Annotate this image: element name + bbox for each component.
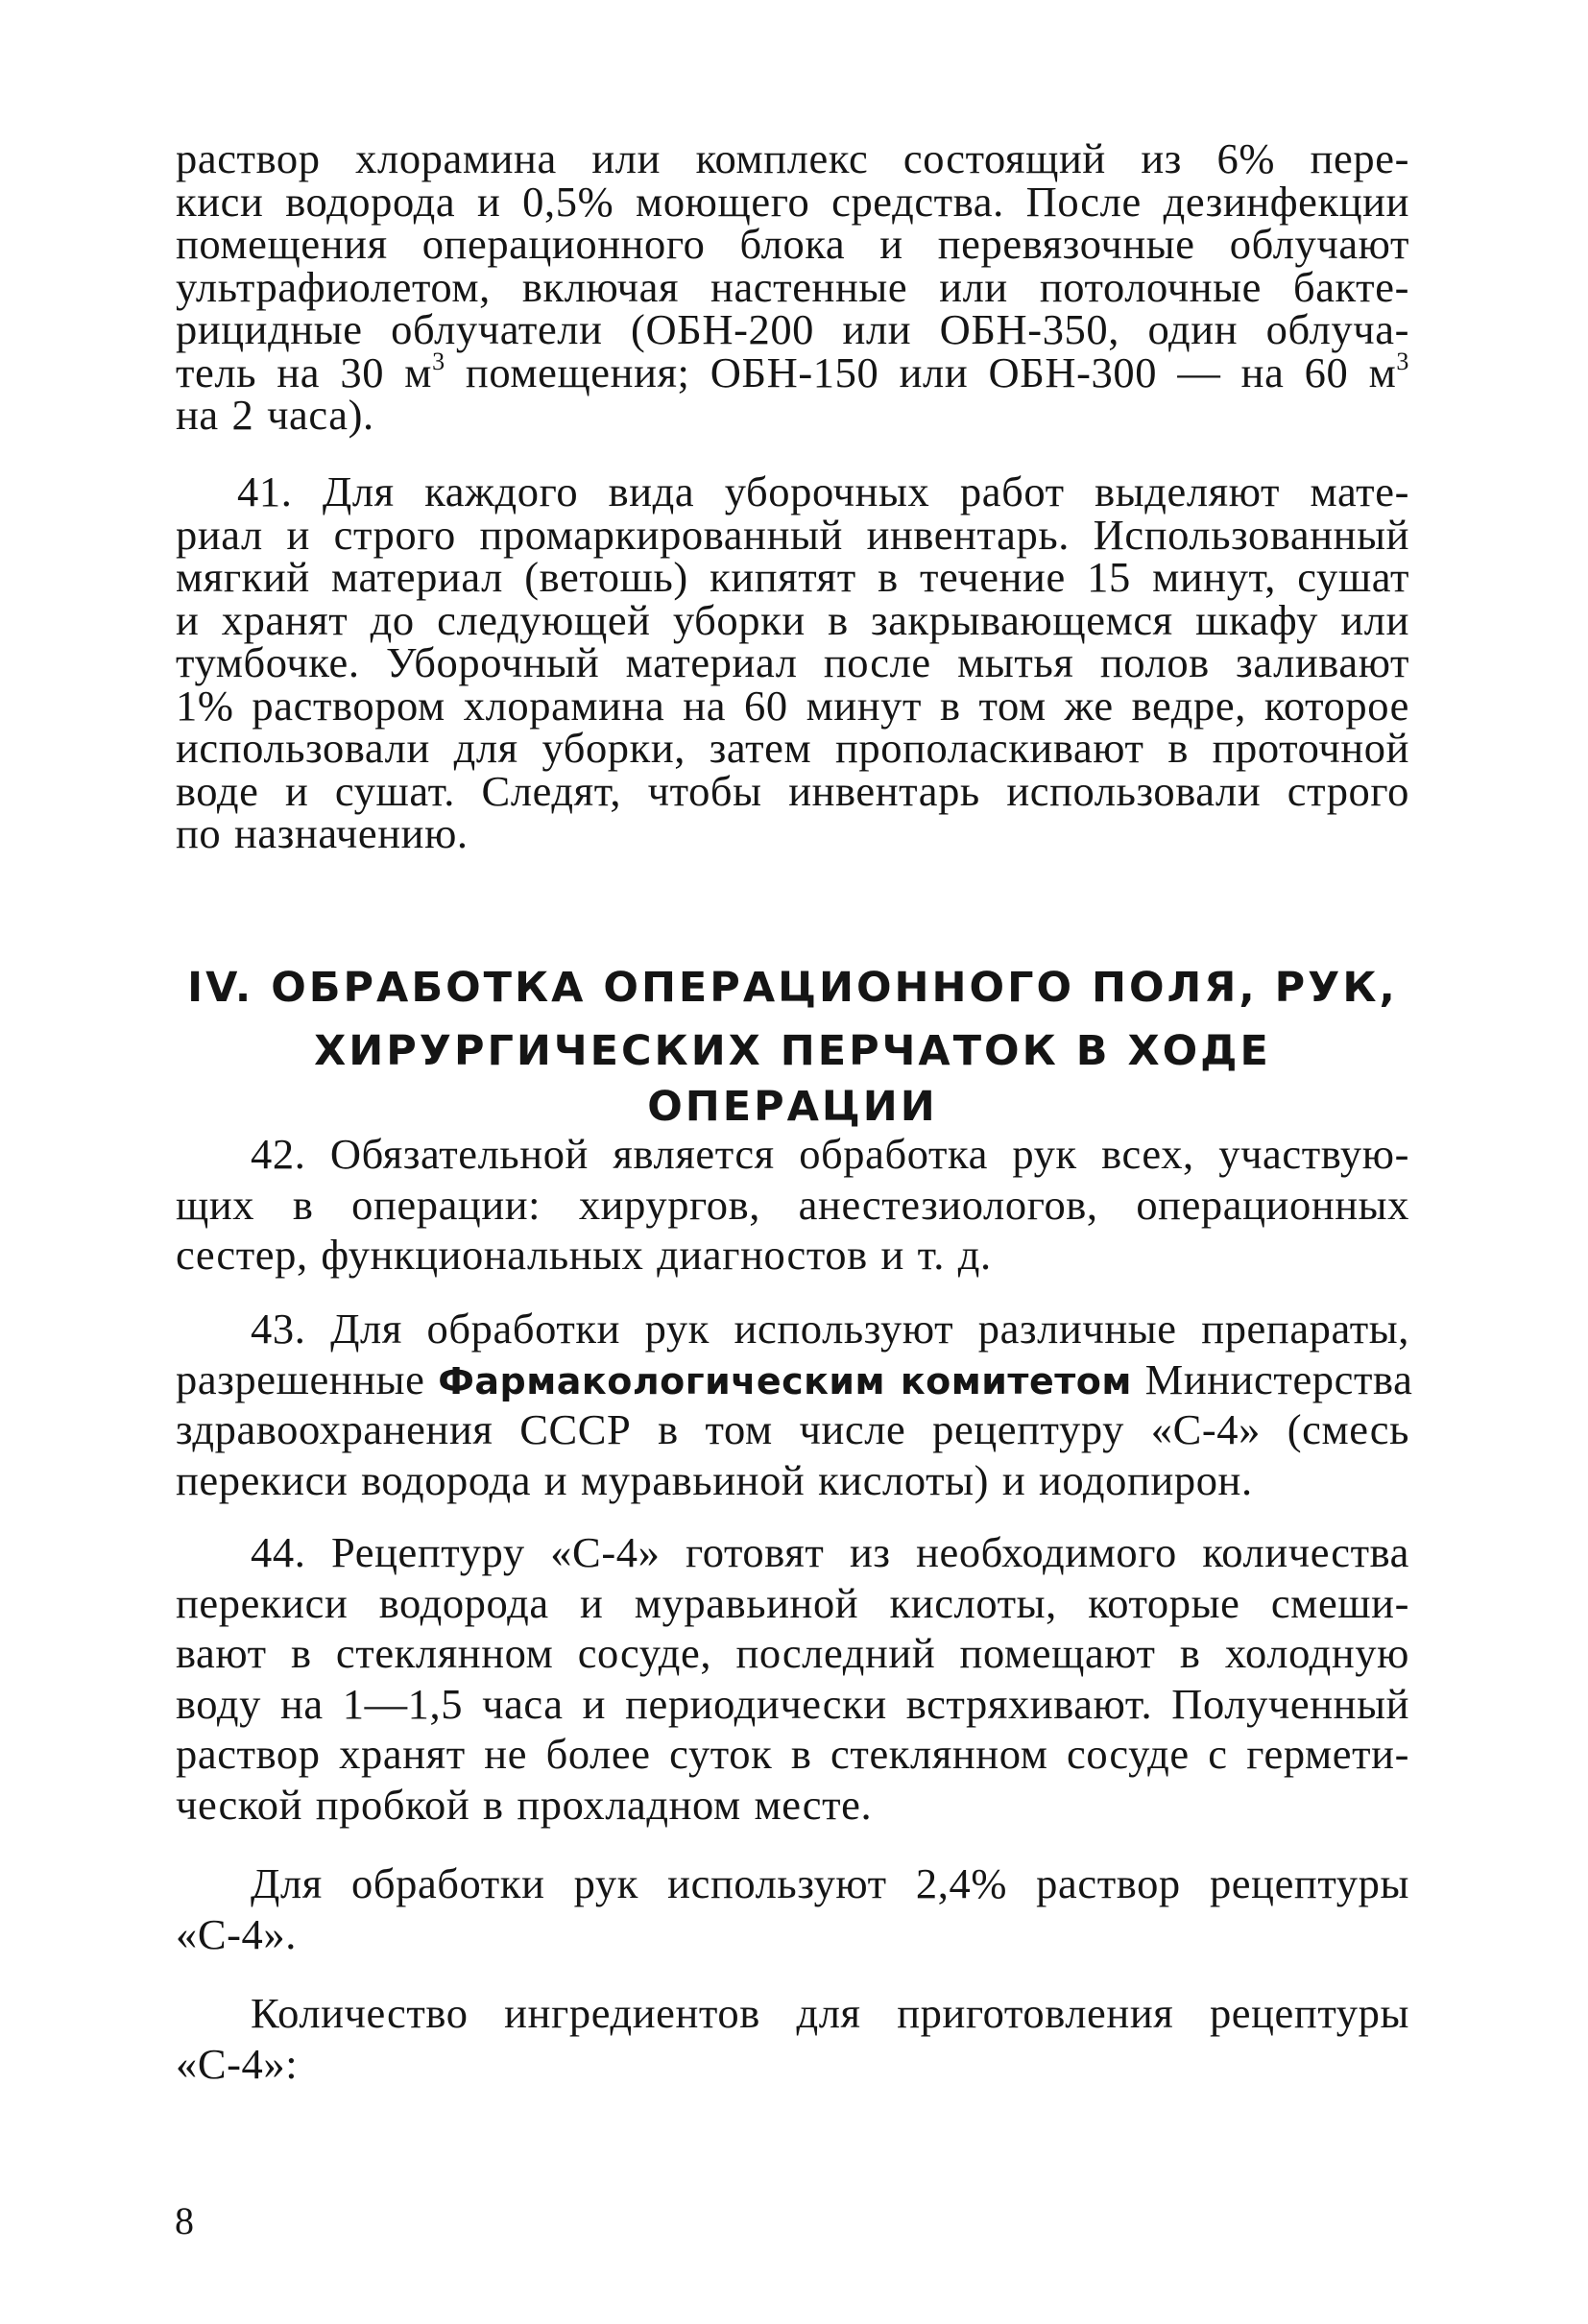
text-fragment: Министерства: [1131, 1354, 1413, 1403]
text-line: 42. Обязательной является обработка рук всех, участвую-: [251, 1130, 1409, 1178]
text-line: [176, 1354, 1413, 1403]
text-line: ческой пробкой в прохладном месте.: [176, 1780, 873, 1829]
text-line: 44. Рецептуру «С-4» готовят из необходимого количества: [251, 1528, 1409, 1576]
text-line: воду на 1—1,5 часа и периодически встряхивают. Полученный: [176, 1679, 1409, 1728]
text-fragment: разрешенные: [176, 1354, 439, 1403]
text-line: мягкий материал (ветошь) кипятят в течение 15 минут, сушат: [176, 553, 1409, 601]
paragraph-42: [176, 1130, 1409, 1279]
heading-line: IV. ОБРАБОТКА ОПЕРАЦИОННОГО ПОЛЯ, РУК,: [187, 964, 1398, 1012]
paragraph-44: [176, 1528, 1409, 1829]
text-line: помещения операционного блока и перевязочные облучают: [176, 220, 1409, 268]
text-line: сестер, функциональных диагностов и т. д.: [176, 1231, 992, 1279]
paragraph-46: [176, 1989, 1409, 2088]
page-number: 8: [175, 2199, 194, 2242]
paragraph-45: [176, 1859, 1409, 1958]
text-line: Количество ингредиентов для приготовления рецептуры: [251, 1989, 1409, 2037]
paragraph-40-continuation: [176, 134, 1409, 439]
text-fragment: тель на 30 м: [176, 347, 433, 396]
paragraph-43: [176, 1305, 1413, 1504]
text-line: вают в стеклянном сосуде, последний помещают в холодную: [176, 1629, 1409, 1677]
text-line: 1% раствором хлорамина на 60 минут в том же ведре, которое: [176, 681, 1409, 730]
bold-text: Фармакологическим комитетом: [438, 1359, 1132, 1402]
superscript: 3: [1396, 347, 1409, 375]
text-line: ультрафиолетом, включая настенные или потолочные бакте-: [176, 262, 1409, 311]
text-line: раствор хранят не более суток в стеклянном сосуде с гермети-: [176, 1730, 1409, 1778]
text-line: по назначению.: [176, 809, 469, 857]
superscript: 3: [432, 347, 445, 375]
text-line: рицидные облучатели (ОБН-200 или ОБН-350, один облуча-: [176, 305, 1409, 353]
text-line: и хранят до следующей уборки в закрывающемся шкафу или: [176, 595, 1409, 644]
text-line: воде и сушат. Следят, чтобы инвентарь использовали строго: [176, 766, 1409, 815]
text-line: «С-4».: [176, 1909, 297, 1958]
text-line: перекиси водорода и муравьиной кислоты) и иодопирон.: [176, 1455, 1253, 1504]
text-line: 41. Для каждого вида уборочных работ выделяют мате-: [237, 467, 1409, 515]
text-line: на 2 часа).: [176, 391, 374, 439]
text-line: [176, 347, 1409, 396]
text-line: использовали для уборки, затем прополаскивают в проточной: [176, 724, 1409, 772]
text-line: риал и строго промаркированный инвентарь. Использованный: [176, 510, 1409, 559]
text-line: 43. Для обработки рук используют различные препараты,: [251, 1305, 1409, 1353]
text-line: раствор хлорамина или комплекс состоящий из 6% пере-: [176, 134, 1409, 182]
section-heading: [176, 960, 1409, 1135]
paragraph-41: [176, 467, 1409, 857]
text-line: Для обработки рук используют 2,4% раствор рецептуры: [251, 1859, 1409, 1907]
text-line: здравоохранения СССР в том числе рецептуру «С-4» (смесь: [176, 1405, 1409, 1453]
text-line: щих в операции: хирургов, анестезиологов, операционных: [176, 1180, 1409, 1229]
heading-line: ХИРУРГИЧЕСКИХ ПЕРЧАТОК В ХОДЕ ОПЕРАЦИИ: [314, 1027, 1271, 1131]
text-line: перекиси водорода и муравьиной кислоты, которые смеши-: [176, 1578, 1409, 1627]
text-line: киси водорода и 0,5% моющего средства. После дезинфекции: [176, 177, 1409, 226]
text-line: «С-4»:: [176, 2039, 299, 2088]
text-line: тумбочке. Уборочный материал после мытья полов заливают: [176, 638, 1409, 686]
text-fragment: помещения; ОБН-150 или ОБН-300 — на 60 м: [445, 347, 1397, 396]
